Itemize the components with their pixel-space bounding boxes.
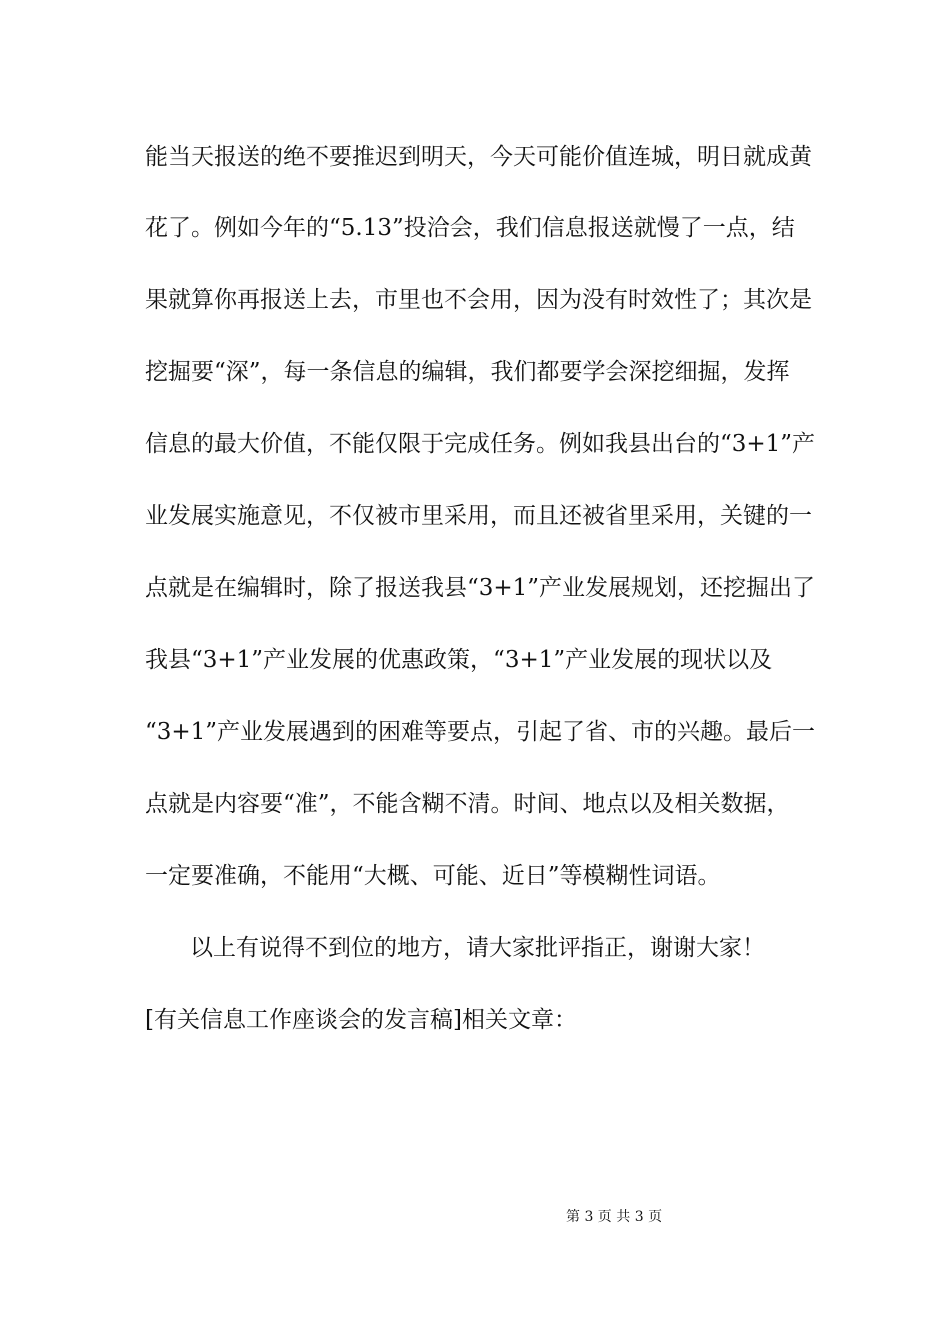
- paragraph-line: 信息的最大价值，不能仅限于完成任务。例如我县出台的“3+1”产: [145, 431, 816, 457]
- paragraph-line: 花了。例如今年的“5.13”投洽会，我们信息报送就慢了一点，结: [145, 215, 795, 241]
- paragraph-line: 挖掘要“深”，每一条信息的编辑，我们都要学会深挖细掘，发挥: [145, 359, 790, 385]
- paragraph-line: 一定要准确，不能用“大概、可能、近日”等模糊性词语。: [145, 863, 721, 889]
- closing-paragraph: 以上有说得不到位的地方，请大家批评指正，谢谢大家！: [190, 935, 765, 961]
- related-articles-heading: [有关信息工作座谈会的发言稿]相关文章：: [145, 1007, 577, 1033]
- paragraph-line: “3+1”产业发展遇到的困难等要点，引起了省、市的兴趣。最后一: [145, 719, 816, 745]
- paragraph-line: 业发展实施意见，不仅被市里采用，而且还被省里采用，关键的一: [145, 503, 812, 529]
- paragraph-line: 点就是内容要“准”，不能含糊不清。时间、地点以及相关数据，: [145, 791, 790, 817]
- paragraph-line: 我县“3+1”产业发展的优惠政策，“3+1”产业发展的现状以及: [145, 647, 773, 673]
- paragraph-line: 能当天报送的绝不要推迟到明天，今天可能价值连城，明日就成黄: [145, 144, 812, 170]
- page-number-footer: 第 3 页 共 3 页: [566, 1209, 663, 1225]
- paragraph-line: 点就是在编辑时，除了报送我县“3+1”产业发展规划，还挖掘出了: [145, 575, 816, 601]
- paragraph-line: 果就算你再报送上去，市里也不会用，因为没有时效性了；其次是: [145, 287, 812, 313]
